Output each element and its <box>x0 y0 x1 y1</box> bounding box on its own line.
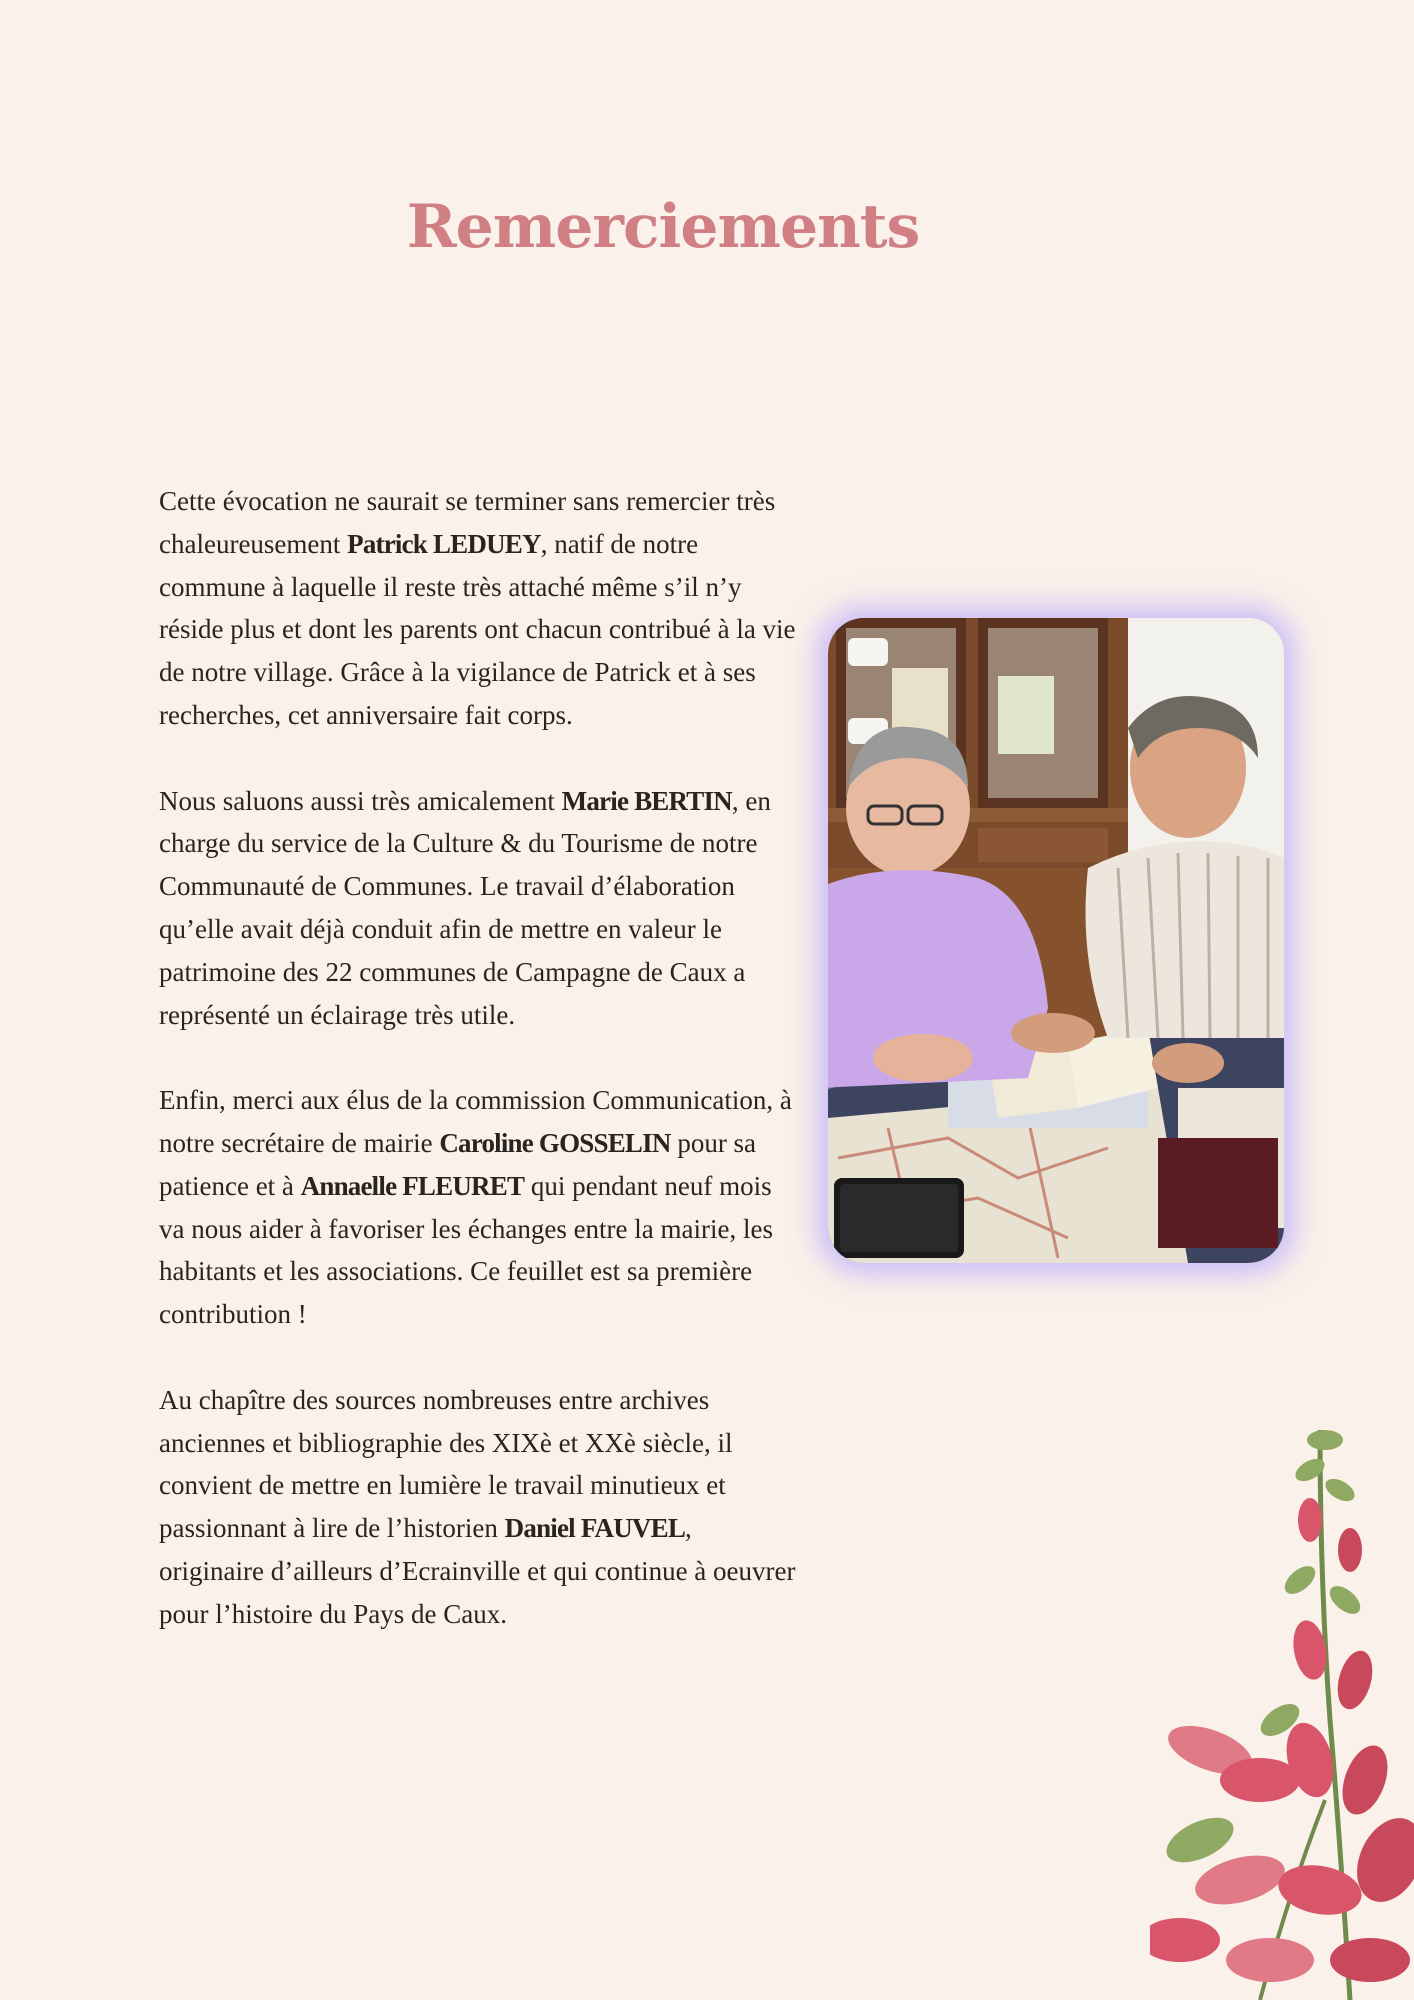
paragraph-fauvel <box>159 1379 799 1636</box>
paragraph-leduey <box>159 480 799 737</box>
person-name: Patrick LEDUEY <box>347 528 541 559</box>
person-name: Annaelle FLEURET <box>300 1170 525 1201</box>
paragraph-commission <box>159 1079 799 1336</box>
paragraph-text: Au chapître des sources nombreuses entre archives anciennes et bibliographie des XIXè et XXè siècle, il convient de mettre en lumière le travail minutieux et passionnant à lire de l’historien <box>159 1384 733 1544</box>
person-name: Caroline GOSSELIN <box>439 1127 671 1158</box>
floral-decoration-illustration <box>1150 1420 1414 2000</box>
paragraph-bertin <box>159 780 799 1037</box>
paragraph-text: Cette évocation ne saurait se terminer sans remercier très chaleureusement <box>159 486 776 559</box>
page-title: Remerciements <box>406 192 920 262</box>
acknowledgements-text <box>159 480 799 1678</box>
paragraph-text: Enfin, merci aux élus de la commission Communication, à notre secrétaire de mairie <box>159 1085 792 1158</box>
paragraph-text: Nous saluons aussi très amicalement <box>159 785 562 816</box>
paragraph-text: qui pendant neuf mois va nous aider à favoriser les échanges entre la mairie, les habitants et les associations. Ce feuillet est sa première contribution ! <box>159 1170 773 1330</box>
paragraph-text: , natif de notre commune à laquelle il reste très attaché même s’il n’y réside plus et dont les parents ont chacun contribué à la vie de notre village. Grâce à la vigilance de Patrick et à ses recherches, cet anniversaire fait corps. <box>159 528 796 730</box>
paragraph-text: , originaire d’ailleurs d’Ecrainville et qui continue à oeuvrer pour l’histoire du Pays de Caux. <box>159 1513 796 1629</box>
person-name: Daniel FAUVEL <box>504 1513 686 1544</box>
photo-two-men-reading-archives <box>828 618 1284 1263</box>
paragraph-text: , en charge du service de la Culture & du Tourisme de notre Communauté de Communes. Le travail d’élaboration qu’elle avait déjà conduit afin de mettre en valeur le patrimoine des 22 communes de Campagne de Caux a représenté un éclairage très utile. <box>159 785 771 1030</box>
person-name: Marie BERTIN <box>561 785 732 816</box>
photo-illustration <box>828 618 1284 1263</box>
paragraph-text: pour sa patience et à <box>159 1127 757 1201</box>
